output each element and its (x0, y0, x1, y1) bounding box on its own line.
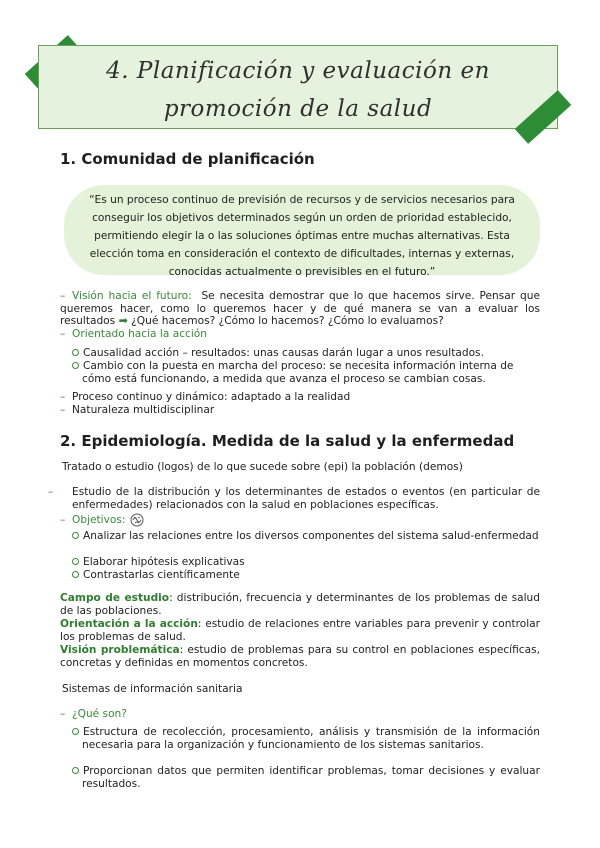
vision-problematica-text: : estudio de problemas para su control en poblaciones específicas, concretas y definidas en momentos concretos. (60, 644, 540, 669)
circle-bullet-icon (72, 571, 79, 578)
dash-marker: – (60, 514, 66, 526)
estudio-item (48, 486, 540, 511)
definition-quote (64, 185, 540, 278)
dash-marker: – (60, 391, 66, 403)
orientado-label: Orientado hacia la acción (72, 328, 208, 340)
vision-problematica-paragraph (60, 644, 540, 669)
sistemas-item-2 (72, 765, 540, 790)
vision-futuro-text: Se necesita demostrar que lo que hacemos sirve. Pensar que queremos hacer, como lo queremos hacer y de qué manera se van a evaluar los resultados (60, 290, 540, 328)
campo-estudio-text: : distribución, frecuencia y determinantes de los problemas de salud de las poblaciones. (60, 592, 540, 617)
campo-estudio-paragraph (60, 592, 540, 617)
que-son-item (60, 708, 127, 721)
vision-problematica-label: Visión problemática (60, 644, 180, 656)
objetivo-1-item (72, 530, 540, 543)
brain-doodle-icon (129, 512, 145, 528)
campo-estudio-label: Campo de estudio (60, 592, 170, 604)
section-1-heading: 1. Comunidad de planificación (60, 150, 315, 168)
dash-marker: – (60, 328, 66, 340)
estudio-text: Estudio de la distribución y los determinantes de estados o eventos (en particular de enfermedades) relacionados con la salud en poblaciones específicas. (72, 486, 540, 511)
cambio-item (72, 360, 542, 385)
dash-marker: – (60, 708, 66, 720)
que-son-label: ¿Qué son? (72, 708, 127, 720)
objetivo-1-text: Analizar las relaciones entre los diversos componentes del sistema salud-enfermedad (83, 530, 539, 542)
circle-bullet-icon (72, 728, 79, 735)
objetivo-3-text: Contrastarlas científicamente (83, 569, 240, 581)
quote-text: “Es un proceso continuo de previsión de recursos y de servicios necesarios para conseguir los objetivos determinados según un orden de prioridad establecido, permitiendo elegir la o las soluciones óptimas entre muchas alternativas. Esta elección toma en consideración el contexto de dificultades, internas y externas, conocidas actualmente o previsibles en el futuro.” (89, 194, 515, 278)
sistemas-item-1 (72, 726, 540, 751)
orientacion-accion-text: : estudio de relaciones entre variables para prevenir y controlar los problemas de salud. (60, 618, 540, 643)
circle-bullet-icon (72, 362, 79, 369)
dash-marker: – (60, 290, 66, 302)
orientacion-accion-label: Orientación a la acción (60, 618, 198, 630)
vision-futuro-questions: ¿Qué hacemos? ¿Cómo lo hacemos? ¿Cómo lo evaluamos? (131, 315, 444, 328)
vision-futuro-label: Visión hacia el futuro: (72, 290, 192, 302)
causalidad-text: Causalidad acción – resultados: unas causas darán lugar a unos resultados. (83, 347, 484, 359)
objetivos-label: Objetivos: (72, 514, 126, 526)
naturaleza-item (60, 404, 214, 417)
page-title-line-2: promoción de la salud (163, 96, 433, 122)
circle-bullet-icon (72, 349, 79, 356)
orientado-item (60, 328, 207, 341)
section-2-heading: 2. Epidemiología. Medida de la salud y la enfermedad (60, 432, 515, 450)
proceso-item (60, 391, 350, 404)
sistemas-informacion-heading: Sistemas de información sanitaria (62, 683, 243, 695)
vision-futuro-item (60, 290, 540, 328)
causalidad-item (72, 347, 542, 360)
arrow-right-icon: ➡ (118, 314, 128, 328)
naturaleza-text: Naturaleza multidisciplinar (72, 404, 215, 416)
proceso-text: Proceso continuo y dinámico: adaptado a la realidad (72, 391, 351, 403)
objetivo-2-text: Elaborar hipótesis explicativas (83, 556, 245, 568)
dash-marker: – (48, 486, 54, 498)
title-box (38, 45, 558, 129)
orientacion-accion-paragraph (60, 618, 540, 643)
circle-bullet-icon (72, 558, 79, 565)
cambio-text: Cambio con la puesta en marcha del proceso: se necesita información interna de cómo está funcionando, a medida que avanza el proceso se cambian cosas. (82, 360, 514, 385)
page-title-line-1: 4. Planificación y evaluación en (106, 58, 490, 84)
objetivos-item (60, 512, 145, 528)
dash-marker: – (60, 404, 66, 416)
sistemas-item-2-text: Proporcionan datos que permiten identificar problemas, tomar decisiones y evaluar resultados. (82, 765, 540, 790)
circle-bullet-icon (72, 532, 79, 539)
epidemiologia-intro: Tratado o estudio (logos) de lo que sucede sobre (epi) la población (demos) (62, 461, 463, 473)
circle-bullet-icon (72, 767, 79, 774)
objetivo-2-item (72, 556, 245, 569)
objetivo-3-item (72, 569, 240, 582)
sistemas-item-1-text: Estructura de recolección, procesamiento, análisis y transmisión de la información necesaria para la organización y funcionamiento de los sistemas sanitarios. (82, 726, 540, 751)
